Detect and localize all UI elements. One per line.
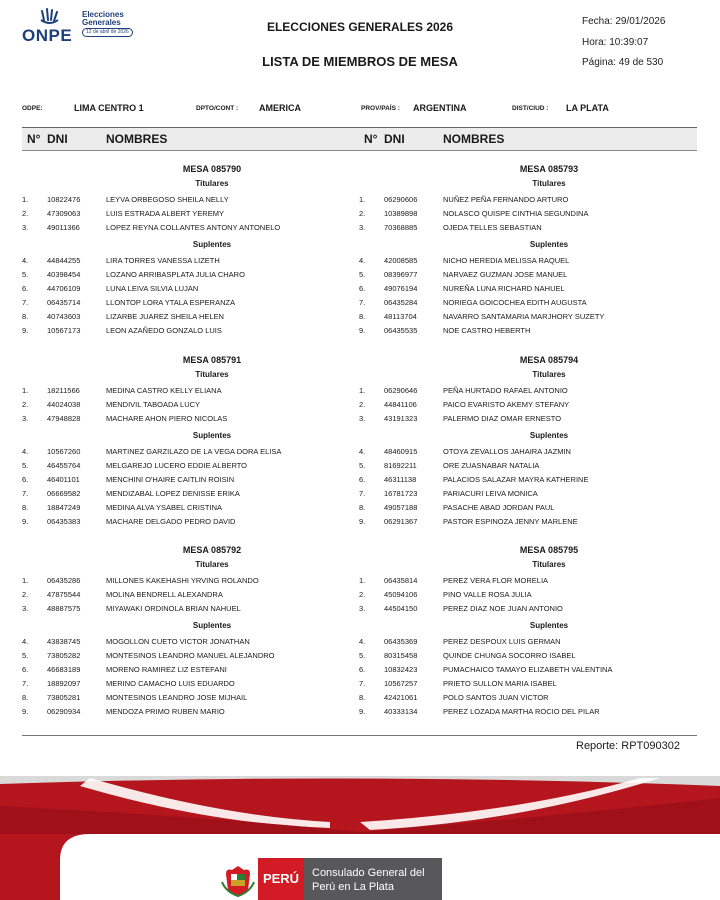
consulate-badge [220,858,442,900]
member-dni: 44504150 [384,604,418,613]
member-number: 1. [22,576,29,585]
member-name: NOLASCO QUISPE CINTHIA SEGUNDINA [443,209,589,218]
member-dni: 43191323 [384,414,418,423]
member-number: 9. [22,517,29,526]
member-name: MACHARE AHON PIERO NICOLAS [106,414,228,423]
member-number: 6. [359,665,366,674]
member-name: MENDOZA PRIMO RUBEN MARIO [106,707,225,716]
member-name: MARTINEZ GARZILAZO DE LA VEGA DORA ELISA [106,447,282,456]
member-name: PEÑA HURTADO RAFAEL ANTONIO [443,386,568,395]
consulate-name [304,858,442,900]
member-name: PALERMO DIAZ OMAR ERNESTO [443,414,562,423]
dpto-value: AMERICA [259,103,301,113]
member-number: 2. [359,209,366,218]
member-number: 1. [359,195,366,204]
member-dni: 16781723 [384,489,418,498]
member-dni: 06435383 [47,517,81,526]
member-dni: 18847249 [47,503,81,512]
member-dni: 06435286 [47,576,81,585]
member-dni: 10832423 [384,665,418,674]
member-name: MONTESINOS LEANDRO JOSE MIJHAIL [106,693,248,702]
member-name: MOLINA BENDRELL ALEXANDRA [106,590,223,599]
mesa-title: MESA 085795 [519,545,579,555]
member-dni: 10567260 [47,447,81,456]
member-dni: 06291367 [384,517,418,526]
member-number: 8. [359,693,366,702]
member-number: 5. [22,651,29,660]
member-dni: 44024038 [47,400,81,409]
member-dni: 47309063 [47,209,81,218]
mesa-title: MESA 085790 [182,164,242,174]
member-number: 5. [359,461,366,470]
print-time: Hora: 10:39:07 [582,37,649,48]
member-number: 9. [22,326,29,335]
member-number: 9. [359,517,366,526]
member-name: PEREZ DIAZ NOE JUAN ANTONIO [443,604,563,613]
odpe-label: ODPE: [22,105,43,112]
member-name: LEYVA ORBEGOSO SHEILA NELLY [106,195,229,204]
member-name: MENDIZABAL LOPEZ DENISSE ERIKA [106,489,240,498]
dist-label: DIST/CIUD : [512,105,549,112]
dpto-label: DPTO/CONT : [196,105,239,112]
member-name: OTOYA ZEVALLOS JAHAIRA JAZMIN [443,447,571,456]
suplentes-label: Suplentes [529,621,569,630]
member-name: NAVARRO SANTAMARIA MARJHORY SUZETY [443,312,605,321]
member-dni: 73805281 [47,693,81,702]
member-name: MERINO CAMACHO LUIS EDUARDO [106,679,235,688]
member-name: MONTESINOS LEANDRO MANUEL ALEJANDRO [106,651,275,660]
member-name: NICHO HEREDIA MELISSA RAQUEL [443,256,570,265]
member-name: LUIS ESTRADA ALBERT YEREMY [106,209,224,218]
member-name: QUINDE CHUNGA SOCORRO ISABEL [443,651,576,660]
member-number: 3. [359,223,366,232]
member-name: MEDINA ALVA YSABEL CRISTINA [106,503,223,512]
member-dni: 44844255 [47,256,81,265]
member-name: PUMACHAICO TAMAYO ELIZABETH VALENTINA [443,665,613,674]
member-dni: 42421061 [384,693,418,702]
member-name: MELGAREJO LUCERO EDDIE ALBERTO [106,461,248,470]
titulares-label: Titulares [532,179,566,188]
member-dni: 46311138 [384,475,417,484]
member-name: POLO SANTOS JUAN VICTOR [443,693,549,702]
member-number: 1. [22,195,29,204]
logo-line-2: Generales [82,18,121,27]
suplentes-label: Suplentes [192,240,232,249]
member-dni: 73805282 [47,651,81,660]
col-dni-right: DNI [384,132,405,146]
member-name: PEREZ DESPOUX LUIS GERMAN [443,637,561,646]
member-name: PASACHE ABAD JORDAN PAUL [443,503,555,512]
member-dni: 80315458 [384,651,418,660]
peru-label: PERÚ [258,858,304,900]
member-dni: 46683189 [47,665,81,674]
member-name: LLONTOP LORA YTALA ESPERANZA [106,298,236,307]
member-dni: 46401101 [47,475,80,484]
member-name: NUREÑA LUNA RICHARD NAHUEL [443,284,565,293]
mesa-title: MESA 085791 [182,355,242,365]
member-number: 5. [22,461,29,470]
member-dni: 06435284 [384,298,418,307]
member-dni: 06435714 [47,298,81,307]
member-number: 4. [22,447,29,456]
page-subtitle: LISTA DE MIEMBROS DE MESA [262,54,458,69]
col-names-left: NOMBRES [106,132,168,146]
member-dni: 47948828 [47,414,81,423]
member-dni: 48887575 [47,604,81,613]
member-dni: 06435535 [384,326,418,335]
member-name: MENCHINI O'HAIRE CAITLIN ROISIN [106,475,235,484]
member-number: 3. [22,604,29,613]
member-number: 7. [22,298,29,307]
member-number: 9. [359,326,366,335]
titulares-label: Titulares [532,370,566,379]
member-number: 4. [22,256,29,265]
prov-value: ARGENTINA [413,103,467,113]
member-dni: 42008585 [384,256,418,265]
col-names-right: NOMBRES [443,132,505,146]
member-dni: 10567173 [47,326,81,335]
member-number: 4. [359,637,366,646]
member-number: 8. [359,312,366,321]
member-dni: 44706109 [47,284,81,293]
member-dni: 40333134 [384,707,418,716]
member-name: PAICO EVARISTO AKEMY STEFANY [443,400,570,409]
logo-wordmark: ONPE [22,26,73,45]
titulares-label: Titulares [195,370,229,379]
titulares-label: Titulares [195,179,229,188]
member-number: 8. [22,503,29,512]
member-name: MIYAWAKI ORDINOLA BRIAN NAHUEL [106,604,241,613]
odpe-value: LIMA CENTRO 1 [74,103,144,113]
member-dni: 40398454 [47,270,81,279]
member-dni: 81692211 [384,461,417,470]
member-number: 2. [22,400,29,409]
member-dni: 43838745 [47,637,81,646]
member-name: MORENO RAMIREZ LIZ ESTEFANI [106,665,227,674]
suplentes-label: Suplentes [192,621,232,630]
member-dni: 48460915 [384,447,418,456]
member-dni: 49076194 [384,284,418,293]
titulares-label: Titulares [195,560,229,569]
member-dni: 18892097 [47,679,81,688]
logo-line-1: Elecciones [82,10,124,19]
member-number: 6. [22,475,29,484]
page-counter: Página: 49 de 530 [582,57,664,68]
member-dni: 06290646 [384,386,418,395]
member-number: 3. [22,223,29,232]
member-number: 2. [359,590,366,599]
member-name: LEON AZAÑEDO GONZALO LUIS [106,326,222,335]
member-number: 9. [22,707,29,716]
member-number: 7. [22,489,29,498]
titulares-label: Titulares [532,560,566,569]
member-name: PEREZ VERA FLOR MORELIA [443,576,549,585]
mesa-title: MESA 085793 [519,164,579,174]
member-name: LIRA TORRES VANESSA LIZETH [106,256,220,265]
member-name: LOPEZ REYNA COLLANTES ANTONY ANTONELO [106,223,281,232]
member-name: MACHARE DELGADO PEDRO DAVID [106,517,236,526]
member-dni: 10567257 [384,679,418,688]
member-dni: 47875544 [47,590,81,599]
member-dni: 10389898 [384,209,418,218]
member-number: 3. [359,414,366,423]
member-number: 4. [359,447,366,456]
member-number: 6. [359,284,366,293]
member-number: 3. [22,414,29,423]
member-dni: 49057188 [384,503,418,512]
member-dni: 06669582 [47,489,81,498]
member-number: 5. [359,651,366,660]
member-name: PEREZ LOZADA MARTHA ROCIO DEL PILAR [443,707,600,716]
suplentes-label: Suplentes [529,431,569,440]
member-number: 2. [359,400,366,409]
member-name: PASTOR ESPINOZA JENNY MARLENE [443,517,578,526]
member-dni: 08396977 [384,270,418,279]
member-number: 8. [22,312,29,321]
page-title: ELECCIONES GENERALES 2026 [266,20,454,34]
member-name: OJEDA TELLES SEBASTIAN [443,223,542,232]
member-dni: 44841106 [384,400,417,409]
member-number: 1. [22,386,29,395]
member-number: 1. [359,576,366,585]
member-name: MENDIVIL TABOADA LUCY [106,400,201,409]
member-number: 6. [22,284,29,293]
member-name: NARVAEZ GUZMAN JOSE MANUEL [443,270,568,279]
member-dni: 45094106 [384,590,418,599]
member-dni: 06290606 [384,195,418,204]
member-dni: 46455764 [47,461,81,470]
member-number: 7. [359,298,366,307]
member-dni: 06435814 [384,576,418,585]
member-dni: 06290934 [47,707,81,716]
member-number: 6. [359,475,366,484]
consulate-line-1: Consulado General del [312,867,425,879]
prov-label: PROV/PAÍS : [361,105,400,112]
member-number: 5. [359,270,366,279]
member-name: PALACIOS SALAZAR MAYRA KATHERINE [443,475,589,484]
member-name: LOZANO ARRIBASPLATA JULIA CHARO [106,270,245,279]
bottom-divider [22,735,697,736]
member-number: 7. [359,679,366,688]
member-number: 6. [22,665,29,674]
consulate-line-2: Perú en La Plata [312,881,394,893]
coat-of-arms-icon [220,864,256,900]
member-number: 7. [359,489,366,498]
member-dni: 70368885 [384,223,418,232]
member-name: ORE ZUASNABAR NATALIA [443,461,540,470]
member-name: NORIEGA GOICOCHEA EDITH AUGUSTA [443,298,587,307]
member-name: PRIETO SULLON MARIA ISABEL [443,679,557,688]
member-name: PINO VALLE ROSA JULIA [443,590,532,599]
suplentes-label: Suplentes [529,240,569,249]
col-num-left: N° [27,132,41,146]
member-name: MEDINA CASTRO KELLY ELIANA [106,386,222,395]
member-dni: 40743603 [47,312,81,321]
member-name: MILLONES KAKEHASHI YRVING ROLANDO [106,576,259,585]
member-name: LUNA LEIVA SILVIA LUJAN [106,284,199,293]
member-dni: 49011366 [47,223,80,232]
member-number: 7. [22,679,29,688]
member-number: 4. [359,256,366,265]
member-number: 3. [359,604,366,613]
member-name: LIZARBE JUAREZ SHEILA HELEN [106,312,224,321]
mesa-title: MESA 085794 [519,355,579,365]
member-name: NUÑEZ PEÑA FERNANDO ARTURO [443,195,569,204]
member-number: 9. [359,707,366,716]
member-number: 8. [359,503,366,512]
member-name: MOGOLLON CUETO VICTOR JONATHAN [106,637,250,646]
col-num-right: N° [364,132,378,146]
report-code: Reporte: RPT090302 [576,740,680,752]
member-name: PARIACURI LEIVA MONICA [443,489,538,498]
member-dni: 18211566 [47,386,80,395]
member-number: 1. [359,386,366,395]
member-number: 2. [22,590,29,599]
member-name: NOE CASTRO HEBERTH [443,326,531,335]
member-number: 8. [22,693,29,702]
dist-value: LA PLATA [566,103,609,113]
member-number: 2. [22,209,29,218]
member-dni: 06435369 [384,637,418,646]
column-header-bar [22,127,697,151]
print-date: Fecha: 29/01/2026 [582,16,666,27]
mesa-title: MESA 085792 [182,545,242,555]
member-number: 5. [22,270,29,279]
member-dni: 48113704 [384,312,417,321]
col-dni-left: DNI [47,132,68,146]
member-dni: 10822476 [47,195,81,204]
member-number: 4. [22,637,29,646]
logo-date: 12 de abril de 2026 [82,28,133,37]
suplentes-label: Suplentes [192,431,232,440]
